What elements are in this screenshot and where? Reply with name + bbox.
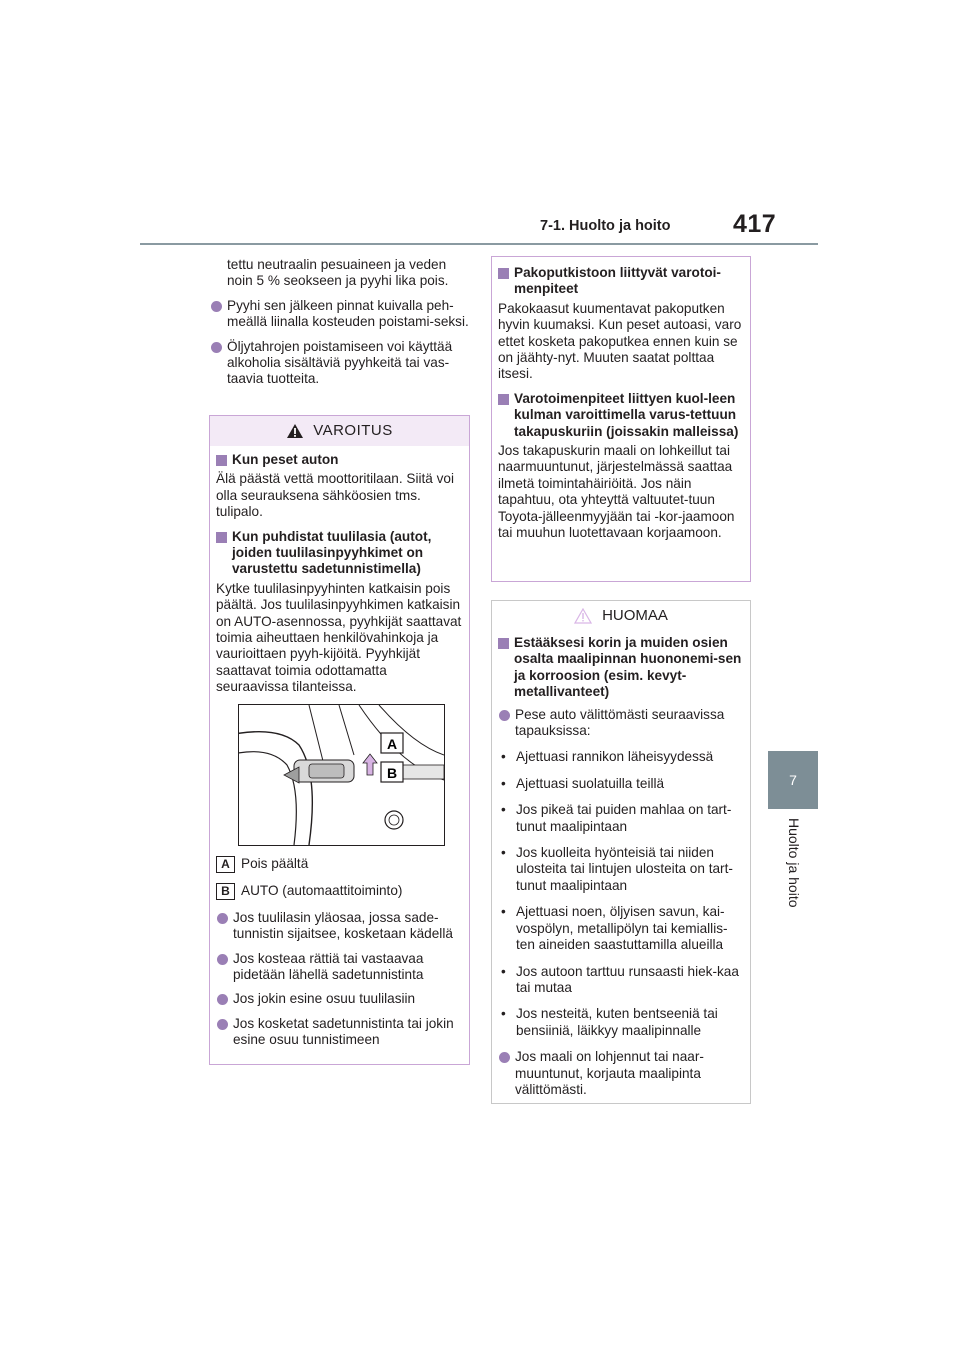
warning-heading-4: Varotoimenpiteet liittyen kuol-leen kulman varoittimella varus-tettuun takapuskuriin (joissakin malleissa) [498,391,744,440]
list-item: Jos kosteaa rättiä tai vastaavaa pidetään lähellä sadetunnistinta [216,951,463,984]
notice-heading: Estääksesi korin ja muiden osien osalta maalipinnan huononemi-sen ja korroosion (esim. kevyt-metallivanteet) [498,635,744,701]
list-item: • Jos pikeä tai puiden mahlaa on tart-tunut maalipintaan [498,802,744,835]
warning-text-2: Kytke tuulilasinpyyhinten katkaisin pois päältä. Jos tuulilasinpyyhkimen katkaisin on AUTO-asennossa, pyyhkijät saattavat toimia aiheuttaen henkilövahinkoja ja vaurioittaen pyyh-kijöitä. Pyyhkijät saattavat toimia odottamatta seuraavissa tilanteissa. [216,580,462,695]
warning-text-3: Pakokaasut kuumentavat pakoputken hyvin kuumaksi. Kun peset autoasi, varo ettet kosketa pakoputkea ennen kuin se on jäähty-nyt. Muuten saatat polttaa itsesi. [498,300,742,382]
list-item: Jos tuulilasin yläosaa, jossa sade-tunnistin sijaitsee, kosketaan kädellä [216,910,463,943]
intro-text: tettu neutraalin pesuaineen ja veden noin 5 % seokseen ja pyyhi lika pois. [227,257,449,289]
legend-text-a: Pois päältä [241,855,309,871]
list-item: Jos kosketat sadetunnistinta tai jokin esine osuu tunnistimeen [216,1016,463,1049]
warning-box-continued [491,256,751,582]
list-item: • Ajettuasi rannikon läheisyydessä [498,749,744,765]
section-title: 7-1. Huolto ja hoito [540,218,671,234]
warning-heading-3: Pakoputkistoon liittyvät varotoi-menpiteet [498,265,744,298]
list-item: Pese auto välittömästi seuraavissa tapauksissa: [498,707,744,740]
list-item: Jos jokin esine osuu tuulilasiin [216,991,463,1007]
list-item: Jos maali on lohjennut tai naar-muuntunut, korjauta maalipinta välittömästi. [498,1049,744,1098]
warning-header [210,416,469,446]
warning-title: VAROITUS [313,421,393,439]
legend-tag-b: B [216,883,235,900]
legend-item-b [216,883,463,900]
list-item: • Jos autoon tarttuu runsaasti hiek-kaa tai mutaa [498,964,744,997]
warning-text-4: Jos takapuskurin maali on lohkeillut tai naarmuuntunut, järjestelmässä saattaa ilmetä toimintahäiriöitä. Jos näin tapahtuu, ota yhteyttä valtuutet-tuun Toyota-jälleenmyyjään tai -kor-jaamoon tai muuhun luotettavaan korjaamoon. [498,443,735,541]
list-item: • Jos nesteitä, kuten bentseeniä tai bensiiniä, läikkyy maalipinnalle [498,1006,744,1039]
steering-column-image [239,705,444,845]
chapter-number: 7 [789,772,797,788]
list-item: • Ajettuasi suolatuilla teillä [498,776,744,792]
figure-label-b: B [386,764,398,781]
warning-heading-2: Kun puhdistat tuulilasia (autot, joiden tuulilasinpyyhkimet on varustettu sadetunnistimella) [216,529,463,578]
warning-box [209,415,470,1065]
notice-title: HUOMAA [602,606,668,624]
page-number: 417 [733,210,777,238]
legend-text-b: AUTO (automaattitoiminto) [241,882,403,898]
list-item: • Jos kuolleita hyönteisiä tai niiden ulosteita tai lintujen ulosteita on tart-tunut maalipintaan [498,845,744,894]
warning-triangle-icon [286,423,304,439]
warning-text-1: Älä päästä vettä moottoritilaan. Siitä voi olla seurauksena sähköosien tms. tulipalo. [216,471,455,520]
notice-box [491,600,751,1104]
notice-header [492,601,750,631]
header-rule [140,243,818,245]
wiper-switch-illustration [238,704,445,846]
legend-tag-a: A [216,856,235,873]
caution-triangle-icon [574,608,592,624]
chapter-tab [768,751,818,809]
figure-label-a: A [386,735,398,752]
list-item: Pyyhi sen jälkeen pinnat kuivalla peh-meällä liinalla kosteuden poistami-seksi. [210,298,472,331]
warning-heading-1: Kun peset auton [216,452,463,468]
chapter-label: Huolto ja hoito [786,818,802,908]
legend-item-a [216,856,463,873]
left-intro [210,257,472,396]
list-item: • Ajettuasi noen, öljyisen savun, kai-vospölyn, metallipölyn tai kemiallis-ten aineiden saastuttamilla alueilla [498,904,744,953]
list-item: Öljytahrojen poistamiseen voi käyttää alkoholia sisältäviä pyyhkeitä tai vas-taavia tuotteita. [210,339,472,388]
